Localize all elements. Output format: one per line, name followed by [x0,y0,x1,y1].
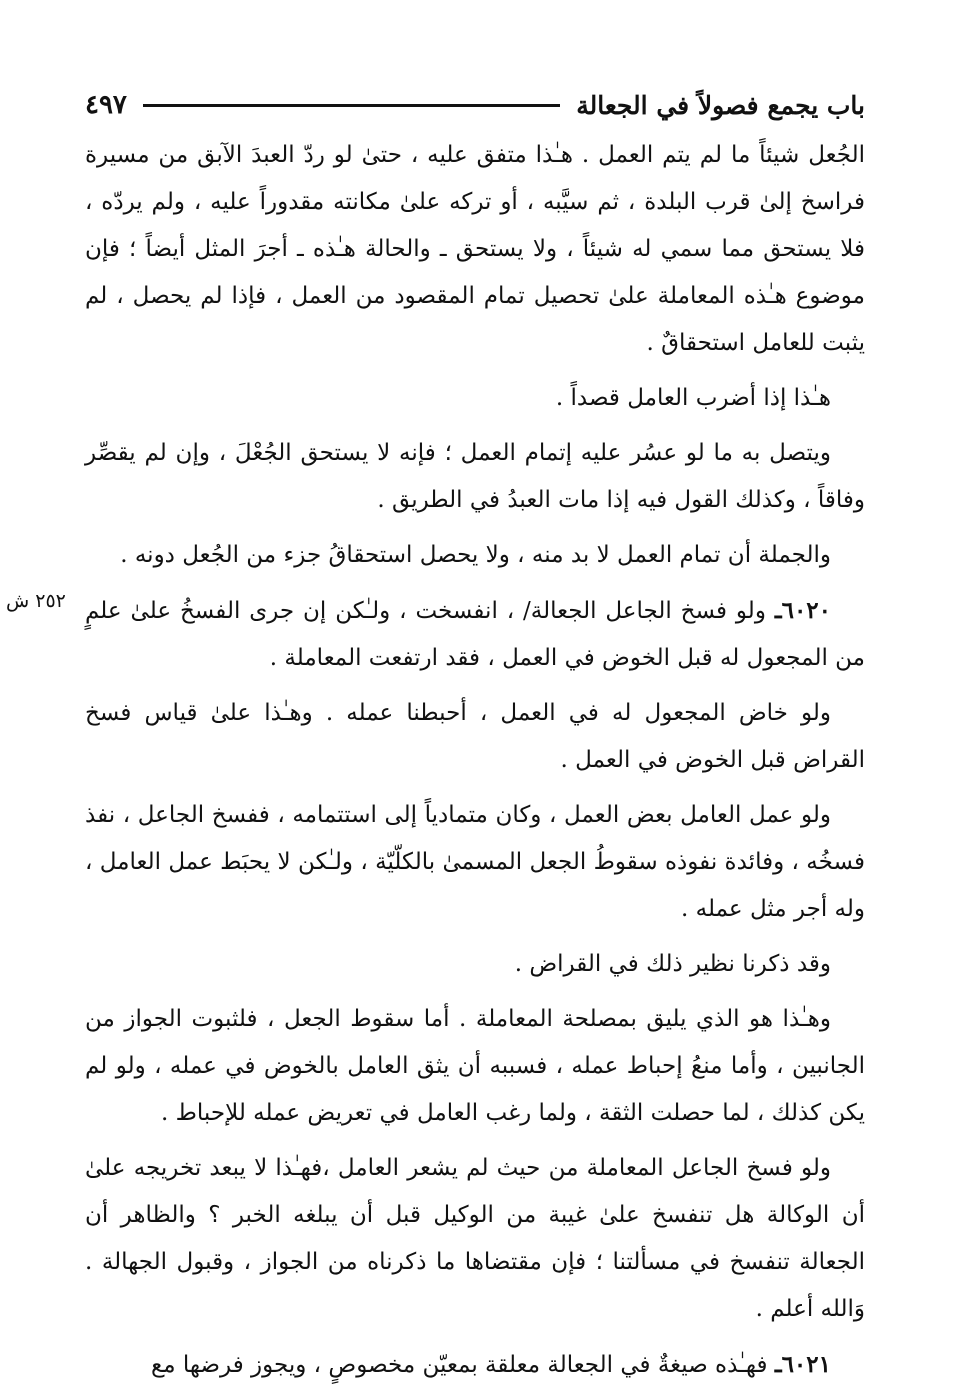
item-number: ٦٠٢٠ـ [774,597,832,624]
paragraph: والجملة أن تمام العمل لا بد منه ، ولا يحصل استحقاقُ جزء من الجُعل دونه . [120,542,831,568]
numbered-paragraph [85,587,865,682]
paragraph-text: ولو فسخ الجاعل الجعالة/ ، انفسخت ، ولـٰكن إن جرى الفسخُ علىٰ علمٍ من المجعول له قبل الخوض في العمل ، فقد ارتفعت المعاملة . [85,598,865,671]
item-number: ٦٠٢١ـ [774,1351,831,1378]
header-rule [143,104,560,107]
paragraph: ولو فسخ الجاعل المعاملة من حيث لم يشعر العامل ،فهـٰذا لا يبعد تخريجه علىٰ أن الوكالة هل تنفسخ علىٰ غيبة من الوكيل قبل أن يبلغه الخبر ؟ والظاهر أن الجعالة تنفسخ في مسألتنا ؛ فإن مقتضاها ما ذكرناه من الجواز ، وقبول الجهالة . وَالله أعلم . [85,1155,865,1322]
numbered-paragraph [85,1341,865,1389]
book-page [85,82,865,1397]
page-number: ٤٩٧ [85,90,127,120]
paragraph: هـٰذا إذا أضرب العامل قصداً . [555,385,831,411]
chapter-title: باب يجمع فصولاً في الجعالة [576,90,865,120]
paragraph: ويتصل به ما لو عسُر عليه إتمام العمل ؛ فإنه لا يستحق الجُعْلَ ، وإن لم يقصِّر وفاقاً ، وكذلك القول فيه إذا مات العبدُ في الطريق . [85,440,865,513]
running-header [85,82,865,128]
paragraph: ولو خاض المجعول له في العمل ، أحبطنا عمله . وهـٰذا علىٰ قياس فسخ القراض قبل الخوض في العمل . [85,700,865,773]
page-body [85,132,865,1389]
paragraph: الجُعل شيئاً ما لم يتم العمل . هـٰذا متفق عليه ، حتىٰ لو ردّ العبدَ الآبق من مسيرة فراسخ إلىٰ قرب البلدة ، ثم سيَّبه ، أو تركه علىٰ مكانته مقدوراً عليه ، ولم يردّه ، فلا يستحق مما سمي له شيئاً ، ولا يستحق ـ والحالة هـٰذه ـ أجرَ المثل أيضاً ؛ فإن موضوع هـٰذه المعاملة علىٰ تحصيل تمام المقصود من العمل ، فإذا لم يحصل ، لم يثبت للعامل استحقاقٌ . [85,142,865,356]
paragraph: وهـٰذا هو الذي يليق بمصلحة المعاملة . أما سقوط الجعل ، فلثبوت الجواز من الجانبين ، وأما منعُ إحباط عمله ، فسببه أن يثق العامل بالخوض في عمله ، ولو لم يكن كذلك ، لما حصلت الثقة ، ولما رغب العامل في تعريض عمله للإحباط . [85,1006,865,1126]
paragraph: وقد ذكرنا نظير ذلك في القراض . [514,951,831,977]
paragraph-text: فهـٰذه صيغةٌ في الجعالة معلقة بمعيّن مخصوصٍ ، ويجوز فرضها مع [151,1352,768,1378]
paragraph: ولو عمل العامل بعض العمل ، وكان متمادياً إلى استتمامه ، ففسخ الجاعل ، نفذ فسخُه ، وفائدة نفوذه سقوطُ الجعل المسمىٰ بالكلّيّة ، ولـٰكن لا يحبَط عمل العامل ، وله أجر مثل عمله . [85,802,865,922]
margin-manuscript-ref: ٢٥٢ ش [6,590,66,612]
